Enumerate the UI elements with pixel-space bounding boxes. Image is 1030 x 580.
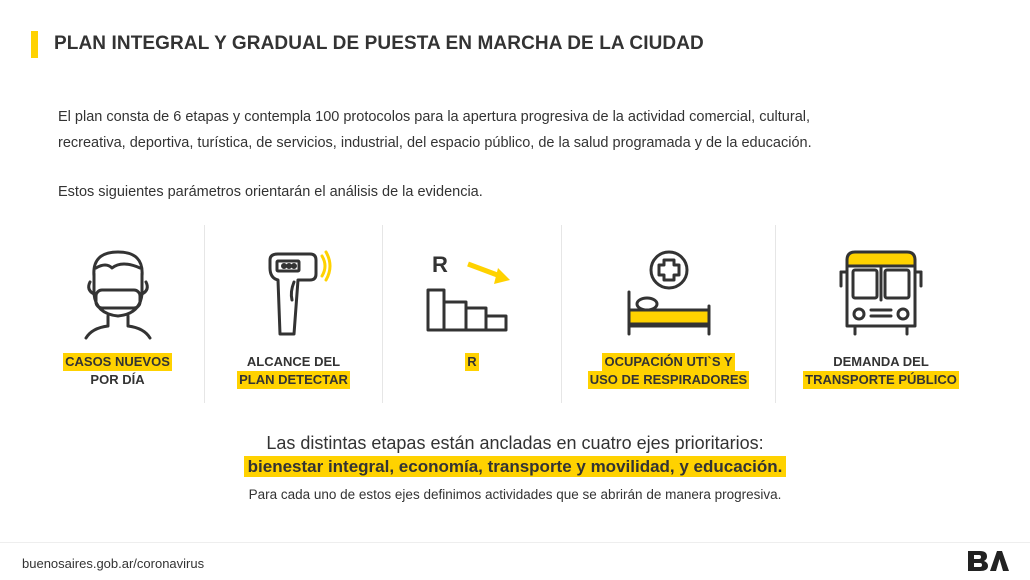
page-title: PLAN INTEGRAL Y GRADUAL DE PUESTA EN MARCHA DE LA CIUDAD bbox=[54, 33, 704, 54]
parameter-label-line-2: PLAN DETECTAR bbox=[239, 372, 348, 387]
ejes-intro: Las distintas etapas están ancladas en cuatro ejes prioritarios: bbox=[266, 433, 764, 453]
parameter-label-line-1: CASOS NUEVOS bbox=[65, 354, 170, 369]
ejes-highlight bbox=[0, 457, 1030, 477]
footer bbox=[0, 542, 1030, 580]
ejes-note: Para cada uno de estos ejes definimos actividades que se abrirán de manera progresiva. bbox=[248, 487, 782, 502]
parameter-label-line-2: POR DÍA bbox=[90, 372, 145, 387]
title-accent-bar bbox=[31, 31, 38, 58]
bus-icon bbox=[776, 246, 986, 356]
parameter-label bbox=[30, 353, 205, 389]
parameters-intro: Estos siguientes parámetros orientarán el análisis de la evidencia. bbox=[58, 184, 483, 200]
intro-line-2: recreativa, deportiva, turística, de servicios, industrial, del espacio público, de la salud programada y de la educación. bbox=[58, 135, 812, 151]
parameter-label bbox=[205, 353, 382, 389]
parameter-casos-nuevos bbox=[30, 228, 205, 404]
parameter-plan-detectar bbox=[205, 228, 382, 404]
parameter-ocupacion-uti bbox=[562, 228, 775, 404]
parameter-label-line-1: ALCANCE DEL bbox=[246, 354, 341, 369]
r-chart-icon bbox=[383, 246, 561, 356]
parameter-r bbox=[383, 228, 561, 404]
parameter-label-line-1: OCUPACIÓN UTI`S Y bbox=[604, 354, 733, 369]
thermometer-gun-icon bbox=[205, 246, 382, 356]
parameter-transporte-publico bbox=[776, 228, 986, 404]
ba-logo bbox=[966, 549, 1010, 578]
face-mask-icon bbox=[30, 246, 205, 356]
parameter-label-line-2: USO DE RESPIRADORES bbox=[589, 372, 748, 387]
hospital-bed-icon bbox=[562, 246, 775, 356]
svg-text:R: R bbox=[432, 252, 448, 277]
footer-url-link[interactable]: buenosaires.gob.ar/coronavirus bbox=[22, 556, 205, 571]
parameter-label bbox=[562, 353, 775, 389]
parameter-label-line-1: DEMANDA DEL bbox=[833, 354, 929, 369]
intro-line-1: El plan consta de 6 etapas y contempla 100 protocolos para la apertura progresiva de la actividad comercial, cultural, bbox=[58, 109, 811, 125]
parameter-label-line-1: R bbox=[467, 354, 477, 369]
parameter-label bbox=[383, 353, 561, 371]
parameter-label bbox=[776, 353, 986, 389]
parameter-label-line-2: TRANSPORTE PÚBLICO bbox=[805, 372, 957, 387]
intro-paragraph bbox=[58, 104, 978, 156]
ejes-highlight-text: bienestar integral, economía, transporte y movilidad, y educación. bbox=[244, 456, 787, 477]
